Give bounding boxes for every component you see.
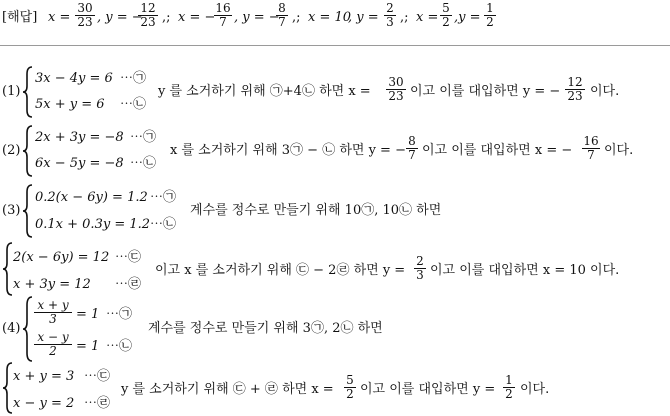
left-brace-icon: [22, 125, 34, 177]
sol4-x-frac: $\frac{5}{2}$: [440, 2, 452, 29]
explanation-text: 이고 이를 대입하면 x = −: [422, 143, 573, 158]
fraction: $\frac{2}{3}$: [414, 255, 426, 282]
sol4-y-frac: $\frac{1}{2}$: [484, 2, 496, 29]
equation-tag: ⋯㉡: [130, 156, 157, 171]
equation-tag: ⋯㉢: [115, 250, 142, 265]
fraction: $\frac{12}{23}$: [565, 76, 585, 103]
equation-1: 2(x − 6y) = 12: [13, 250, 110, 265]
sol-separator: ,;: [292, 10, 301, 25]
equation-2: x + 3y = 12: [13, 277, 91, 292]
sol2-x-frac: $\frac{16}{7}$: [215, 1, 231, 29]
fraction: $\frac{5}{2}$: [344, 374, 356, 401]
explanation-text: 이다.: [520, 382, 550, 397]
divider-line: [0, 45, 670, 46]
sol1-x-frac: $\frac{30}{23}$: [75, 2, 95, 29]
explanation-text: y 를 소거하기 위해 ㉠+4㉡ 하면 x =: [158, 84, 371, 99]
equation-tag: ⋯㉣: [115, 277, 142, 292]
explanation-text: 이고 x 를 소거하기 위해 ㉢ − 2㉣ 하면 y =: [155, 263, 406, 278]
sol-separator: ,;: [162, 10, 171, 25]
equation-2: 5x + y = 6: [35, 97, 105, 112]
sol1-x: x =: [48, 10, 71, 25]
equation-tag: ⋯㉠: [120, 71, 147, 86]
problem-label: (4): [2, 321, 21, 336]
equation-1: 0.2(x − 6y) = 1.2: [35, 190, 148, 205]
left-brace-icon: [22, 184, 34, 238]
explanation-text: 이고 이를 대입하면 y =: [360, 382, 496, 397]
equation-2-fraction: $\frac{x - y}{2}$: [34, 331, 72, 358]
equation-tag: ⋯㉡: [150, 217, 177, 232]
answer-label: [해답]: [2, 10, 38, 25]
equation-1: 2x + 3y = −8: [35, 130, 124, 145]
equation-1-fraction: $\frac{x + y}{3}$: [34, 299, 72, 326]
equation-2: x − y = 2: [13, 396, 75, 411]
equation-tag: ⋯㉠: [106, 307, 133, 322]
equation-2: 6x − 5y = −8: [35, 156, 124, 171]
equation-tag: ⋯㉡: [120, 97, 147, 112]
sol4-x: x =: [416, 10, 439, 25]
explanation-text: 이다.: [590, 84, 620, 99]
sol1-y: , y = −: [97, 10, 143, 25]
sol3-y-frac: $\frac{2}{3}$: [384, 2, 396, 29]
sol4-y: ,y =: [454, 10, 481, 25]
sol2-y-frac: $\frac{8}{7}$: [276, 2, 288, 29]
problem-label: (2): [2, 143, 21, 158]
equation-2-rhs: = 1: [76, 339, 100, 354]
explanation-text: 이다.: [604, 143, 634, 158]
sol3-x: x = 10: [308, 10, 352, 25]
equation-1: 3x − 4y = 6: [35, 71, 113, 86]
equation-tag: ⋯㉣: [84, 396, 111, 411]
problem-label: (3): [2, 203, 21, 218]
fraction: $\frac{16}{7}$: [583, 134, 599, 162]
left-brace-icon: [22, 296, 34, 362]
sol-separator: ,;: [400, 10, 409, 25]
fraction: $\frac{30}{23}$: [386, 76, 406, 103]
explanation-text: 이고 이를 대입하면 x = 10 이다.: [430, 263, 620, 278]
sol3-y: , y =: [348, 10, 379, 25]
equation-1: x + y = 3: [13, 369, 75, 384]
explanation-text: 계수를 정수로 만들기 위해 3㉠, 2㉡ 하면: [148, 321, 383, 336]
explanation-text: 이고 이를 대입하면 y = −: [410, 84, 561, 99]
equation-tag: ⋯㉡: [106, 339, 133, 354]
equation-tag: ⋯㉠: [150, 190, 177, 205]
problem-label: (1): [2, 84, 21, 99]
explanation-text: x 를 소거하기 위해 3㉠ − ㉡ 하면 y = −: [170, 143, 406, 158]
explanation-text: y 를 소거하기 위해 ㉢ + ㉣ 하면 x =: [121, 382, 334, 397]
fraction: $\frac{8}{7}$: [406, 135, 418, 162]
left-brace-icon: [22, 66, 34, 118]
explanation-text: 계수를 정수로 만들기 위해 10㉠, 10㉡ 하면: [190, 203, 442, 218]
equation-tag: ⋯㉢: [84, 369, 111, 384]
sol2-x: x = −: [178, 10, 216, 25]
sol1-y-frac: $\frac{12}{23}$: [138, 2, 158, 29]
fraction: $\frac{1}{2}$: [503, 374, 515, 401]
equation-1-rhs: = 1: [76, 307, 100, 322]
sol2-y: , y = −: [234, 10, 280, 25]
equation-tag: ⋯㉠: [130, 130, 157, 145]
equation-2: 0.1x + 0.3y = 1.2: [35, 217, 151, 232]
